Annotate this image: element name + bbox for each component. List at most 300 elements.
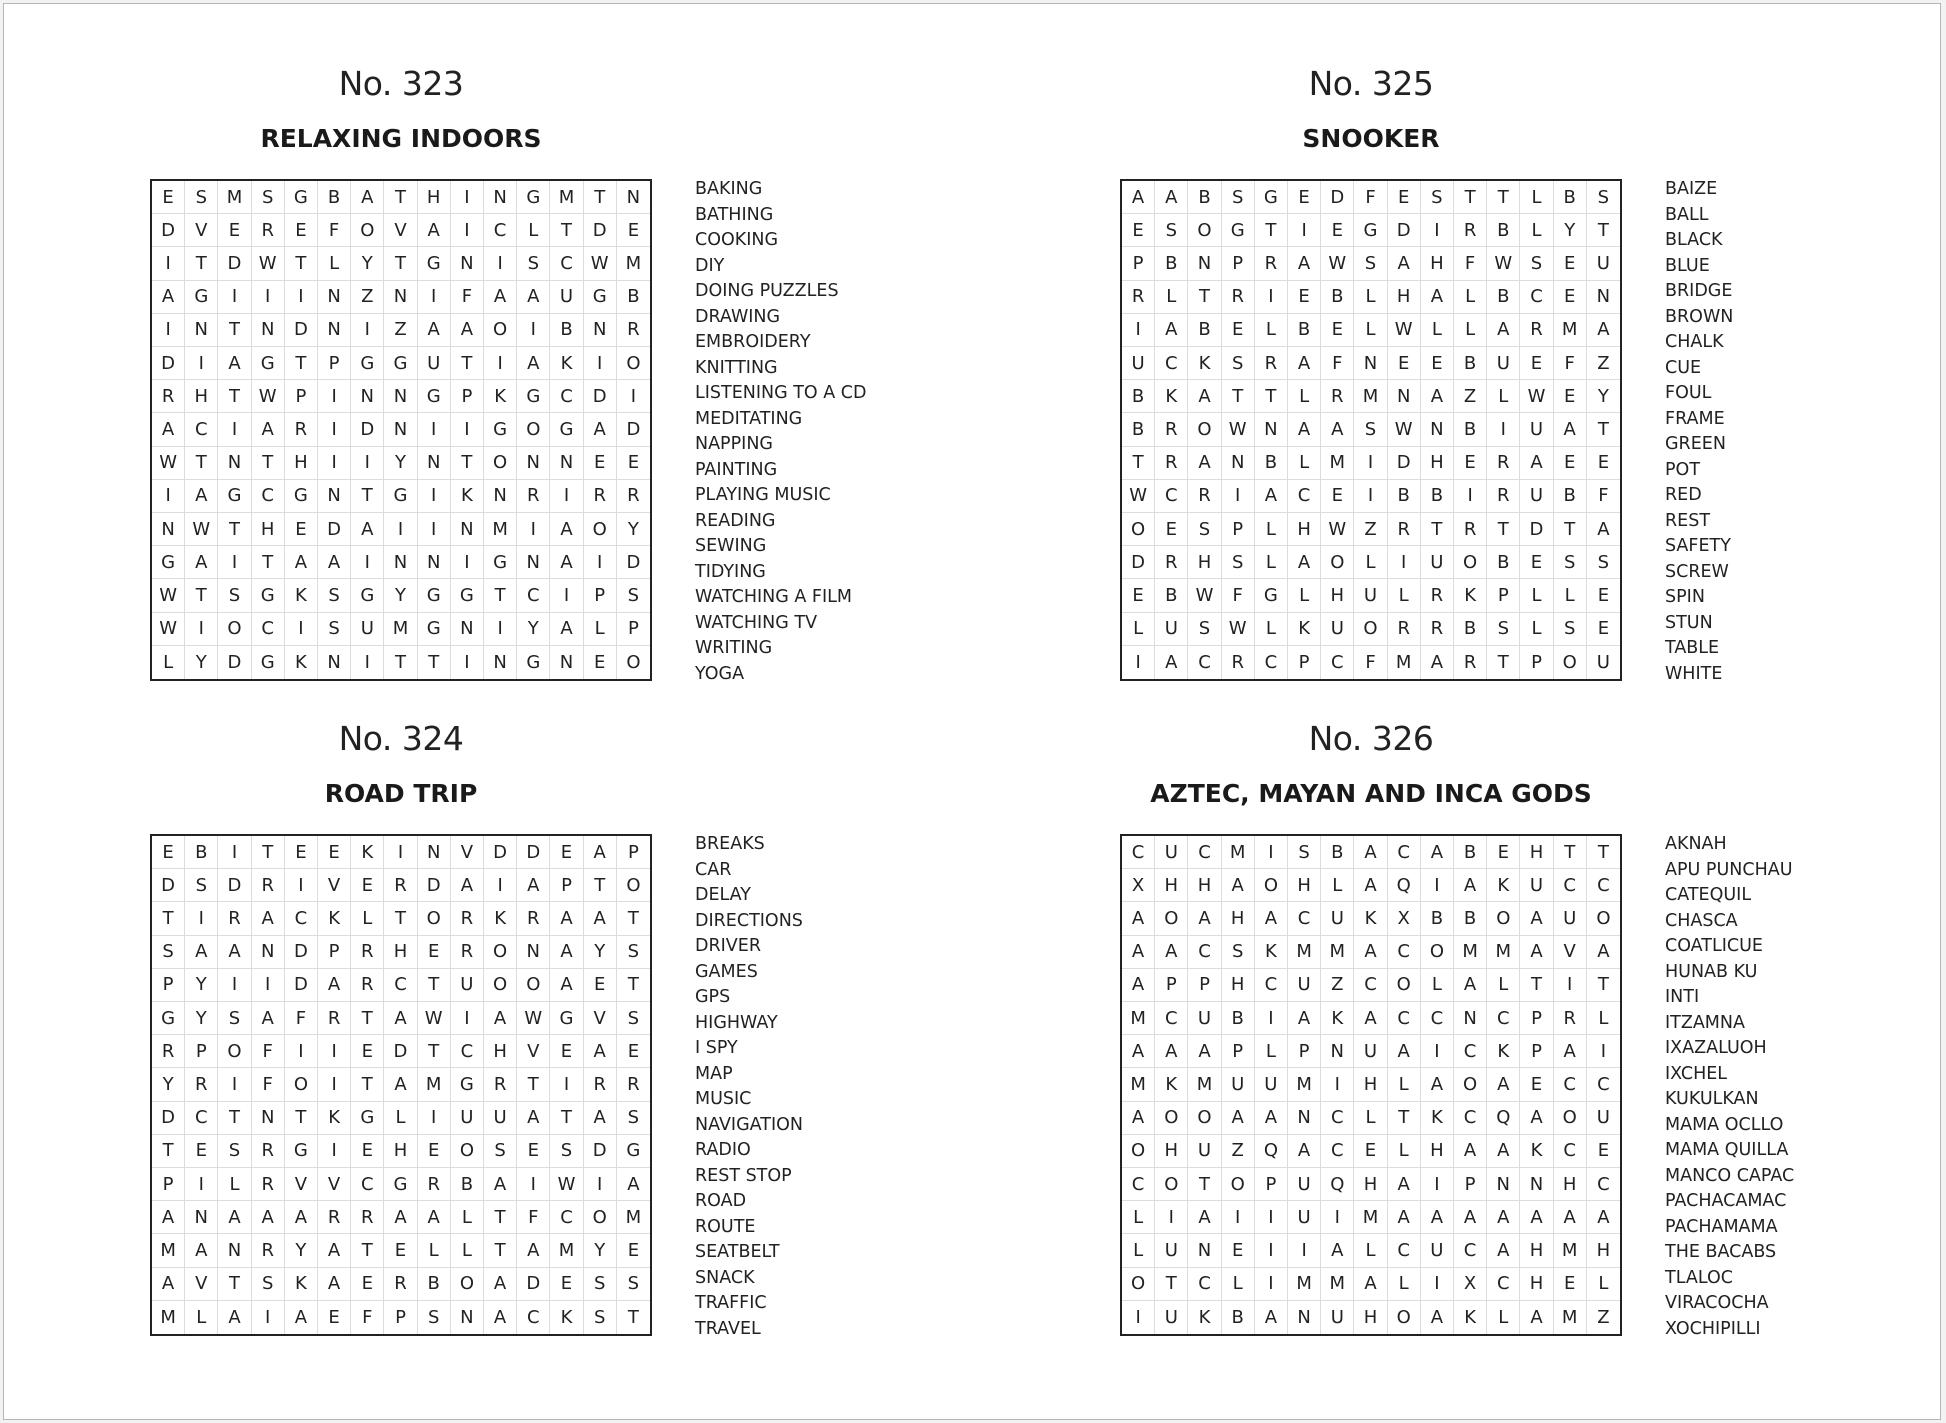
grid-cell[interactable]: N: [351, 380, 384, 413]
grid-cell[interactable]: A: [1354, 836, 1387, 869]
grid-cell[interactable]: S: [152, 936, 185, 969]
grid-cell[interactable]: C: [1388, 1002, 1421, 1035]
grid-cell[interactable]: E: [1454, 447, 1487, 480]
grid-cell[interactable]: I: [451, 214, 484, 247]
grid-cell[interactable]: M: [1354, 380, 1387, 413]
grid-cell[interactable]: A: [1388, 1168, 1421, 1201]
grid-cell[interactable]: R: [218, 902, 251, 935]
grid-cell[interactable]: U: [1255, 1068, 1288, 1101]
grid-cell[interactable]: A: [550, 969, 583, 1002]
grid-cell[interactable]: P: [1222, 247, 1255, 280]
grid-cell[interactable]: U: [1421, 1234, 1454, 1267]
grid-cell[interactable]: P: [1188, 969, 1221, 1002]
grid-cell[interactable]: A: [517, 281, 550, 314]
grid-cell[interactable]: M: [1288, 1268, 1321, 1301]
grid-cell[interactable]: R: [1520, 314, 1553, 347]
grid-cell[interactable]: R: [351, 969, 384, 1002]
grid-cell[interactable]: E: [617, 1234, 650, 1267]
grid-cell[interactable]: L: [584, 613, 617, 646]
grid-cell[interactable]: Z: [1454, 380, 1487, 413]
grid-cell[interactable]: I: [484, 347, 517, 380]
grid-cell[interactable]: E: [418, 1135, 451, 1168]
grid-cell[interactable]: R: [1122, 281, 1155, 314]
grid-cell[interactable]: Z: [1222, 1135, 1255, 1168]
grid-cell[interactable]: E: [1288, 181, 1321, 214]
grid-cell[interactable]: B: [1155, 247, 1188, 280]
grid-cell[interactable]: A: [550, 513, 583, 546]
grid-cell[interactable]: U: [1354, 579, 1387, 612]
grid-cell[interactable]: I: [218, 1068, 251, 1101]
grid-cell[interactable]: A: [152, 1201, 185, 1234]
grid-cell[interactable]: E: [351, 1035, 384, 1068]
grid-cell[interactable]: I: [351, 314, 384, 347]
grid-cell[interactable]: B: [1222, 1002, 1255, 1035]
grid-cell[interactable]: R: [1421, 579, 1454, 612]
grid-cell[interactable]: L: [1587, 1002, 1620, 1035]
grid-cell[interactable]: D: [418, 869, 451, 902]
grid-cell[interactable]: T: [218, 1268, 251, 1301]
grid-cell[interactable]: A: [584, 413, 617, 446]
grid-cell[interactable]: C: [1255, 646, 1288, 679]
grid-cell[interactable]: C: [1288, 480, 1321, 513]
grid-cell[interactable]: E: [218, 214, 251, 247]
grid-cell[interactable]: I: [1388, 546, 1421, 579]
grid-cell[interactable]: L: [1354, 281, 1387, 314]
grid-cell[interactable]: H: [484, 1035, 517, 1068]
grid-cell[interactable]: P: [584, 579, 617, 612]
grid-cell[interactable]: S: [617, 579, 650, 612]
grid-cell[interactable]: A: [1454, 1135, 1487, 1168]
grid-cell[interactable]: O: [1188, 214, 1221, 247]
grid-cell[interactable]: E: [1554, 447, 1587, 480]
grid-cell[interactable]: L: [1421, 314, 1454, 347]
grid-cell[interactable]: E: [1554, 380, 1587, 413]
grid-cell[interactable]: M: [218, 181, 251, 214]
grid-cell[interactable]: S: [1222, 181, 1255, 214]
grid-cell[interactable]: L: [152, 646, 185, 679]
grid-cell[interactable]: B: [1454, 836, 1487, 869]
grid-cell[interactable]: I: [185, 1168, 218, 1201]
grid-cell[interactable]: V: [384, 214, 417, 247]
grid-cell[interactable]: O: [617, 869, 650, 902]
grid-cell[interactable]: M: [1554, 1234, 1587, 1267]
grid-cell[interactable]: F: [252, 1068, 285, 1101]
grid-cell[interactable]: I: [418, 513, 451, 546]
grid-cell[interactable]: G: [451, 1068, 484, 1101]
grid-cell[interactable]: A: [152, 413, 185, 446]
grid-cell[interactable]: A: [185, 936, 218, 969]
grid-cell[interactable]: I: [1554, 969, 1587, 1002]
grid-cell[interactable]: I: [218, 836, 251, 869]
grid-cell[interactable]: C: [1354, 969, 1387, 1002]
grid-cell[interactable]: E: [185, 1135, 218, 1168]
grid-cell[interactable]: L: [1255, 314, 1288, 347]
grid-cell[interactable]: A: [285, 1201, 318, 1234]
grid-cell[interactable]: Y: [185, 969, 218, 1002]
grid-cell[interactable]: I: [484, 613, 517, 646]
grid-cell[interactable]: G: [152, 546, 185, 579]
grid-cell[interactable]: T: [351, 480, 384, 513]
grid-cell[interactable]: C: [1520, 281, 1553, 314]
grid-cell[interactable]: S: [617, 936, 650, 969]
grid-cell[interactable]: A: [1321, 413, 1354, 446]
grid-cell[interactable]: T: [1155, 1268, 1188, 1301]
grid-cell[interactable]: U: [351, 613, 384, 646]
grid-cell[interactable]: P: [1222, 513, 1255, 546]
grid-cell[interactable]: A: [517, 1234, 550, 1267]
grid-cell[interactable]: Y: [185, 646, 218, 679]
grid-cell[interactable]: B: [1155, 579, 1188, 612]
grid-cell[interactable]: N: [384, 413, 417, 446]
grid-cell[interactable]: M: [1222, 836, 1255, 869]
grid-cell[interactable]: G: [252, 347, 285, 380]
grid-cell[interactable]: H: [384, 936, 417, 969]
grid-cell[interactable]: R: [252, 214, 285, 247]
grid-cell[interactable]: S: [418, 1301, 451, 1334]
grid-cell[interactable]: A: [1288, 546, 1321, 579]
grid-cell[interactable]: I: [185, 613, 218, 646]
grid-cell[interactable]: R: [1454, 513, 1487, 546]
grid-cell[interactable]: I: [1122, 646, 1155, 679]
grid-cell[interactable]: A: [584, 1102, 617, 1135]
grid-cell[interactable]: B: [1122, 413, 1155, 446]
grid-cell[interactable]: E: [617, 214, 650, 247]
grid-cell[interactable]: U: [451, 969, 484, 1002]
grid-cell[interactable]: C: [1554, 869, 1587, 902]
grid-cell[interactable]: S: [1587, 181, 1620, 214]
grid-cell[interactable]: R: [252, 1234, 285, 1267]
grid-cell[interactable]: K: [550, 347, 583, 380]
grid-cell[interactable]: A: [1288, 413, 1321, 446]
grid-cell[interactable]: Z: [1321, 969, 1354, 1002]
grid-cell[interactable]: N: [517, 546, 550, 579]
grid-cell[interactable]: C: [185, 1102, 218, 1135]
grid-cell[interactable]: N: [517, 936, 550, 969]
grid-cell[interactable]: Y: [617, 513, 650, 546]
grid-cell[interactable]: A: [218, 1201, 251, 1234]
grid-cell[interactable]: U: [1554, 902, 1587, 935]
grid-cell[interactable]: P: [550, 869, 583, 902]
grid-cell[interactable]: U: [1288, 969, 1321, 1002]
grid-cell[interactable]: S: [584, 1268, 617, 1301]
grid-cell[interactable]: I: [185, 902, 218, 935]
grid-cell[interactable]: C: [1288, 902, 1321, 935]
grid-cell[interactable]: O: [1388, 1301, 1421, 1334]
grid-cell[interactable]: R: [418, 1168, 451, 1201]
grid-cell[interactable]: D: [1520, 513, 1553, 546]
grid-cell[interactable]: R: [517, 480, 550, 513]
grid-cell[interactable]: U: [1155, 1301, 1188, 1334]
grid-cell[interactable]: L: [1354, 314, 1387, 347]
grid-cell[interactable]: L: [1288, 380, 1321, 413]
grid-cell[interactable]: P: [1122, 247, 1155, 280]
grid-cell[interactable]: S: [218, 1002, 251, 1035]
grid-cell[interactable]: A: [1520, 936, 1553, 969]
grid-cell[interactable]: A: [1587, 1201, 1620, 1234]
grid-cell[interactable]: R: [1454, 214, 1487, 247]
grid-cell[interactable]: D: [384, 1035, 417, 1068]
grid-cell[interactable]: A: [318, 1268, 351, 1301]
grid-cell[interactable]: T: [185, 247, 218, 280]
grid-cell[interactable]: A: [1222, 869, 1255, 902]
grid-cell[interactable]: R: [1487, 447, 1520, 480]
grid-cell[interactable]: B: [1188, 181, 1221, 214]
grid-cell[interactable]: N: [1288, 1301, 1321, 1334]
grid-cell[interactable]: T: [1188, 1168, 1221, 1201]
grid-cell[interactable]: U: [1155, 613, 1188, 646]
grid-cell[interactable]: H: [1520, 836, 1553, 869]
grid-cell[interactable]: E: [152, 836, 185, 869]
grid-cell[interactable]: A: [1487, 1201, 1520, 1234]
grid-cell[interactable]: T: [218, 380, 251, 413]
grid-cell[interactable]: O: [617, 347, 650, 380]
grid-cell[interactable]: T: [418, 1035, 451, 1068]
grid-cell[interactable]: I: [351, 546, 384, 579]
grid-cell[interactable]: W: [1520, 380, 1553, 413]
grid-cell[interactable]: A: [185, 480, 218, 513]
grid-cell[interactable]: C: [252, 480, 285, 513]
grid-cell[interactable]: R: [1188, 480, 1221, 513]
grid-cell[interactable]: T: [550, 1102, 583, 1135]
grid-cell[interactable]: K: [484, 902, 517, 935]
grid-cell[interactable]: I: [1255, 836, 1288, 869]
grid-cell[interactable]: C: [1388, 936, 1421, 969]
grid-cell[interactable]: U: [1520, 413, 1553, 446]
grid-cell[interactable]: L: [1421, 969, 1454, 1002]
grid-cell[interactable]: D: [617, 546, 650, 579]
grid-cell[interactable]: E: [351, 869, 384, 902]
grid-cell[interactable]: A: [1520, 1201, 1553, 1234]
grid-cell[interactable]: L: [1321, 869, 1354, 902]
grid-cell[interactable]: E: [418, 936, 451, 969]
grid-cell[interactable]: D: [218, 247, 251, 280]
grid-cell[interactable]: T: [617, 969, 650, 1002]
grid-cell[interactable]: P: [1454, 1168, 1487, 1201]
grid-cell[interactable]: A: [1155, 646, 1188, 679]
grid-cell[interactable]: D: [285, 936, 318, 969]
grid-cell[interactable]: L: [1122, 1201, 1155, 1234]
grid-cell[interactable]: O: [1554, 1102, 1587, 1135]
grid-cell[interactable]: P: [318, 347, 351, 380]
grid-cell[interactable]: G: [584, 281, 617, 314]
grid-cell[interactable]: A: [1520, 902, 1553, 935]
grid-cell[interactable]: T: [1222, 380, 1255, 413]
grid-cell[interactable]: A: [218, 936, 251, 969]
grid-cell[interactable]: G: [1354, 214, 1387, 247]
grid-cell[interactable]: N: [1288, 1102, 1321, 1135]
grid-cell[interactable]: R: [1255, 347, 1288, 380]
grid-cell[interactable]: Z: [1354, 513, 1387, 546]
grid-cell[interactable]: E: [1321, 314, 1354, 347]
grid-cell[interactable]: S: [1188, 613, 1221, 646]
grid-cell[interactable]: M: [617, 247, 650, 280]
grid-cell[interactable]: N: [517, 447, 550, 480]
grid-cell[interactable]: T: [484, 1201, 517, 1234]
grid-cell[interactable]: E: [1554, 247, 1587, 280]
grid-cell[interactable]: T: [185, 579, 218, 612]
grid-cell[interactable]: Y: [384, 579, 417, 612]
grid-cell[interactable]: B: [1222, 1301, 1255, 1334]
grid-cell[interactable]: U: [1321, 613, 1354, 646]
grid-cell[interactable]: W: [1222, 613, 1255, 646]
grid-cell[interactable]: U: [1596, 651, 1610, 673]
grid-cell[interactable]: Z: [1597, 1306, 1610, 1328]
grid-cell[interactable]: A: [617, 1168, 650, 1201]
grid-cell[interactable]: G: [351, 1102, 384, 1135]
grid-cell[interactable]: I: [1421, 869, 1454, 902]
grid-cell[interactable]: G: [517, 181, 550, 214]
grid-cell[interactable]: O: [451, 1268, 484, 1301]
grid-cell[interactable]: W: [517, 1002, 550, 1035]
grid-cell[interactable]: N: [451, 613, 484, 646]
grid-cell[interactable]: T: [351, 1234, 384, 1267]
grid-cell[interactable]: I: [517, 314, 550, 347]
grid-cell[interactable]: I: [418, 413, 451, 446]
grid-cell[interactable]: G: [152, 1002, 185, 1035]
grid-cell[interactable]: H: [1188, 546, 1221, 579]
grid-cell[interactable]: A: [1188, 380, 1221, 413]
grid-cell[interactable]: L: [451, 1234, 484, 1267]
grid-cell[interactable]: N: [1321, 1035, 1354, 1068]
grid-cell[interactable]: W: [185, 513, 218, 546]
grid-cell[interactable]: E: [1587, 1135, 1620, 1168]
grid-cell[interactable]: R: [1222, 646, 1255, 679]
grid-cell[interactable]: R: [1454, 646, 1487, 679]
grid-cell[interactable]: T: [584, 181, 617, 214]
grid-cell[interactable]: A: [1454, 969, 1487, 1002]
grid-cell[interactable]: F: [1354, 181, 1387, 214]
grid-cell[interactable]: N: [252, 314, 285, 347]
grid-cell[interactable]: E: [1222, 314, 1255, 347]
grid-cell[interactable]: S: [584, 1301, 617, 1334]
grid-cell[interactable]: O: [517, 969, 550, 1002]
grid-cell[interactable]: I: [584, 1168, 617, 1201]
grid-cell[interactable]: A: [1421, 380, 1454, 413]
grid-cell[interactable]: G: [517, 380, 550, 413]
grid-cell[interactable]: O: [1155, 1168, 1188, 1201]
grid-cell[interactable]: S: [617, 1268, 650, 1301]
grid-cell[interactable]: I: [252, 281, 285, 314]
grid-cell[interactable]: T: [218, 513, 251, 546]
grid-cell[interactable]: D: [517, 1268, 550, 1301]
grid-cell[interactable]: O: [1421, 936, 1454, 969]
grid-cell[interactable]: A: [584, 836, 617, 869]
grid-cell[interactable]: M: [1554, 1301, 1587, 1334]
letter-grid[interactable]: [150, 834, 652, 1336]
grid-cell[interactable]: A: [550, 613, 583, 646]
grid-cell[interactable]: L: [1122, 1234, 1155, 1267]
grid-cell[interactable]: H: [1421, 447, 1454, 480]
grid-cell[interactable]: S: [1487, 613, 1520, 646]
grid-cell[interactable]: M: [550, 181, 583, 214]
grid-cell[interactable]: K: [285, 579, 318, 612]
grid-cell[interactable]: R: [252, 1168, 285, 1201]
grid-cell[interactable]: S: [218, 579, 251, 612]
grid-cell[interactable]: T: [384, 646, 417, 679]
grid-cell[interactable]: H: [1354, 1168, 1387, 1201]
grid-cell[interactable]: N: [1421, 413, 1454, 446]
grid-cell[interactable]: C: [185, 413, 218, 446]
grid-cell[interactable]: A: [1155, 181, 1188, 214]
grid-cell[interactable]: T: [185, 447, 218, 480]
grid-cell[interactable]: R: [1554, 1002, 1587, 1035]
grid-cell[interactable]: A: [384, 1201, 417, 1234]
grid-cell[interactable]: B: [1454, 902, 1487, 935]
grid-cell[interactable]: L: [1288, 447, 1321, 480]
grid-cell[interactable]: O: [1188, 1102, 1221, 1135]
grid-cell[interactable]: T: [252, 447, 285, 480]
grid-cell[interactable]: M: [1188, 1068, 1221, 1101]
grid-cell[interactable]: P: [318, 936, 351, 969]
grid-cell[interactable]: A: [1122, 1035, 1155, 1068]
grid-cell[interactable]: E: [1421, 347, 1454, 380]
grid-cell[interactable]: O: [484, 969, 517, 1002]
grid-cell[interactable]: S: [318, 613, 351, 646]
grid-cell[interactable]: A: [252, 1002, 285, 1035]
grid-cell[interactable]: A: [484, 1301, 517, 1334]
grid-cell[interactable]: T: [252, 546, 285, 579]
grid-cell[interactable]: O: [1554, 646, 1587, 679]
grid-cell[interactable]: D: [152, 1102, 185, 1135]
grid-cell[interactable]: T: [617, 902, 650, 935]
grid-cell[interactable]: M: [1321, 936, 1354, 969]
grid-cell[interactable]: C: [1554, 1068, 1587, 1101]
grid-cell[interactable]: T: [1487, 646, 1520, 679]
grid-cell[interactable]: C: [285, 902, 318, 935]
grid-cell[interactable]: G: [1255, 579, 1288, 612]
grid-cell[interactable]: U: [1354, 1035, 1387, 1068]
grid-cell[interactable]: H: [384, 1135, 417, 1168]
grid-cell[interactable]: K: [1421, 1102, 1454, 1135]
grid-cell[interactable]: B: [1454, 613, 1487, 646]
grid-cell[interactable]: G: [351, 579, 384, 612]
grid-cell[interactable]: R: [484, 1068, 517, 1101]
grid-cell[interactable]: I: [1255, 1268, 1288, 1301]
grid-cell[interactable]: L: [1255, 546, 1288, 579]
grid-cell[interactable]: A: [218, 347, 251, 380]
grid-cell[interactable]: E: [1321, 214, 1354, 247]
grid-cell[interactable]: O: [1122, 1135, 1155, 1168]
grid-cell[interactable]: A: [1122, 936, 1155, 969]
grid-cell[interactable]: C: [1487, 1002, 1520, 1035]
grid-cell[interactable]: W: [1222, 413, 1255, 446]
grid-cell[interactable]: S: [218, 1135, 251, 1168]
grid-cell[interactable]: E: [1222, 1234, 1255, 1267]
grid-cell[interactable]: K: [550, 1301, 583, 1334]
grid-cell[interactable]: C: [1321, 1102, 1354, 1135]
grid-cell[interactable]: M: [1122, 1002, 1155, 1035]
grid-cell[interactable]: A: [1255, 480, 1288, 513]
grid-cell[interactable]: H: [1288, 513, 1321, 546]
grid-cell[interactable]: G: [384, 480, 417, 513]
grid-cell[interactable]: C: [1321, 646, 1354, 679]
grid-cell[interactable]: U: [418, 347, 451, 380]
grid-cell[interactable]: I: [1354, 447, 1387, 480]
grid-cell[interactable]: B: [1421, 480, 1454, 513]
grid-cell[interactable]: W: [152, 447, 185, 480]
grid-cell[interactable]: C: [484, 214, 517, 247]
grid-cell[interactable]: U: [1421, 546, 1454, 579]
grid-cell[interactable]: L: [1255, 613, 1288, 646]
grid-cell[interactable]: B: [451, 1168, 484, 1201]
grid-cell[interactable]: A: [1288, 347, 1321, 380]
grid-cell[interactable]: I: [152, 247, 185, 280]
grid-cell[interactable]: N: [550, 447, 583, 480]
grid-cell[interactable]: A: [152, 1268, 185, 1301]
grid-cell[interactable]: V: [285, 1168, 318, 1201]
grid-cell[interactable]: A: [318, 546, 351, 579]
grid-cell[interactable]: A: [1255, 902, 1288, 935]
